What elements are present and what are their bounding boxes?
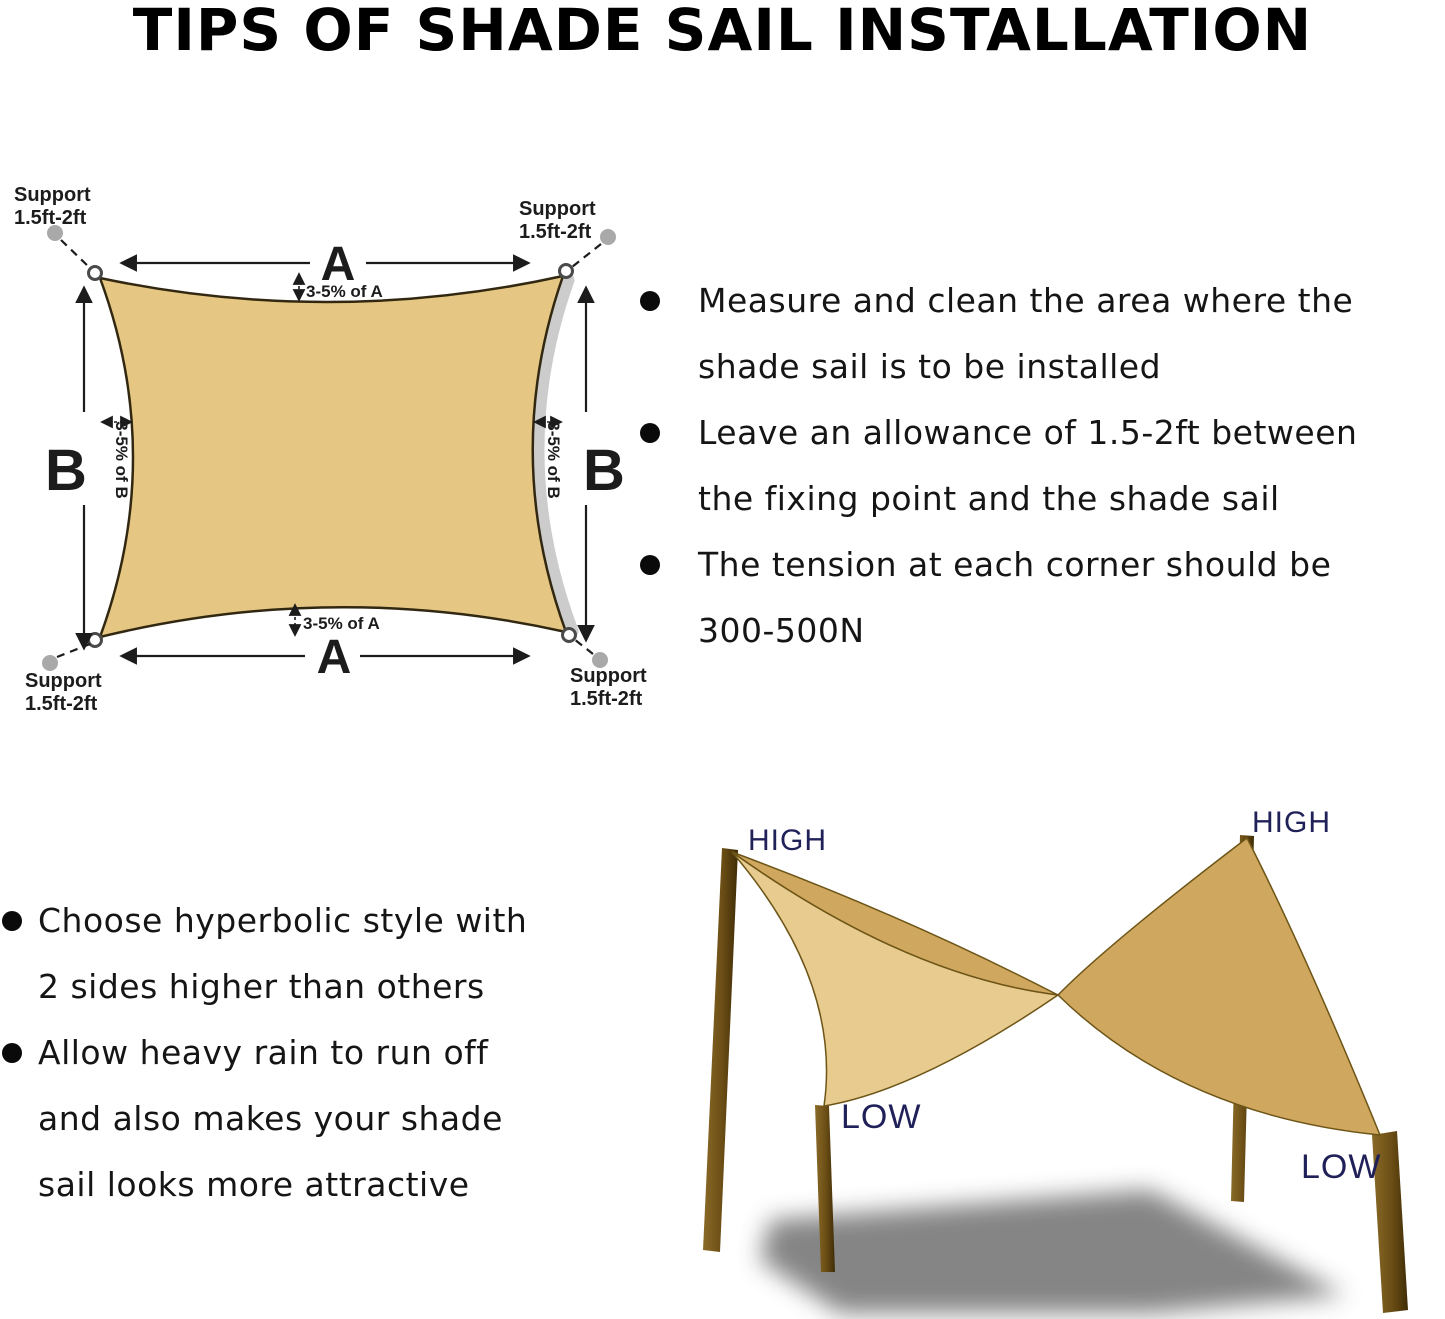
support-label-line2: 1.5ft-2ft <box>25 693 98 715</box>
ground-shadow <box>760 1190 1345 1313</box>
sag-a-bottom-label: 3-5% of A <box>303 614 380 633</box>
tip-line: Allow heavy rain to run off <box>38 1033 489 1072</box>
tip-line: sail looks more attractive <box>38 1165 470 1204</box>
bullet-icon <box>640 291 660 311</box>
bullet-icon <box>640 555 660 575</box>
corner-ring <box>563 629 576 642</box>
tip-line: 300-500N <box>698 611 865 650</box>
dim-a-bottom-label: A <box>316 631 352 684</box>
tip-line: Choose hyperbolic style with <box>38 901 528 940</box>
high-label-left: HIGH <box>748 824 827 857</box>
support-label-line2: 1.5ft-2ft <box>14 207 87 229</box>
dim-b-right-label: B <box>583 438 625 503</box>
installation-tips-list <box>640 268 1445 664</box>
bullet-icon <box>640 423 660 443</box>
high-label-right: HIGH <box>1252 806 1331 839</box>
tip-line: 2 sides higher than others <box>38 967 485 1006</box>
bullet-icon <box>2 911 22 931</box>
support-label-line1: Support <box>519 198 596 220</box>
style-tips-list <box>2 888 632 1218</box>
corner-ring <box>560 265 573 278</box>
dim-a-top-label: A <box>320 238 356 291</box>
support-label-line2: 1.5ft-2ft <box>519 221 592 243</box>
sag-a-top-label: 3-5% of A <box>306 282 383 301</box>
sail-shape <box>100 276 566 637</box>
support-label-bottom-left <box>25 670 102 715</box>
support-label-line1: Support <box>14 184 91 206</box>
support-label-line2: 1.5ft-2ft <box>570 688 643 710</box>
support-label-top-right <box>519 198 596 243</box>
tip-line: Leave an allowance of 1.5-2ft between <box>698 413 1358 452</box>
low-label-right: LOW <box>1301 1148 1382 1186</box>
post-left-high <box>703 848 738 1252</box>
low-label-left: LOW <box>841 1098 922 1136</box>
tip-line: The tension at each corner should be <box>698 545 1332 584</box>
sag-b-right-label: 3-5% of B <box>544 421 563 499</box>
corner-ring <box>89 634 102 647</box>
page-title: TIPS OF SHADE SAIL INSTALLATION <box>132 0 1313 64</box>
hyperbolic-sail-illustration <box>660 780 1445 1319</box>
support-dot <box>42 655 58 671</box>
tip-line: Measure and clean the area where the <box>698 281 1354 320</box>
tip-line: the fixing point and the shade sail <box>698 479 1280 518</box>
shade-sail-measurement-diagram <box>0 160 700 740</box>
support-dot <box>600 229 616 245</box>
support-label-line1: Support <box>25 670 102 692</box>
dim-b-left-label: B <box>45 438 87 503</box>
sail-back-right-panel <box>1058 838 1380 1135</box>
bullet-icon <box>2 1043 22 1063</box>
tip-line: and also makes your shade <box>38 1099 503 1138</box>
support-label-line1: Support <box>570 665 647 687</box>
tip-line: shade sail is to be installed <box>698 347 1162 386</box>
support-label-bottom-right <box>570 665 647 710</box>
sag-b-left-label: 3-5% of B <box>112 421 131 499</box>
support-label-top-left <box>14 184 91 229</box>
corner-ring <box>89 267 102 280</box>
